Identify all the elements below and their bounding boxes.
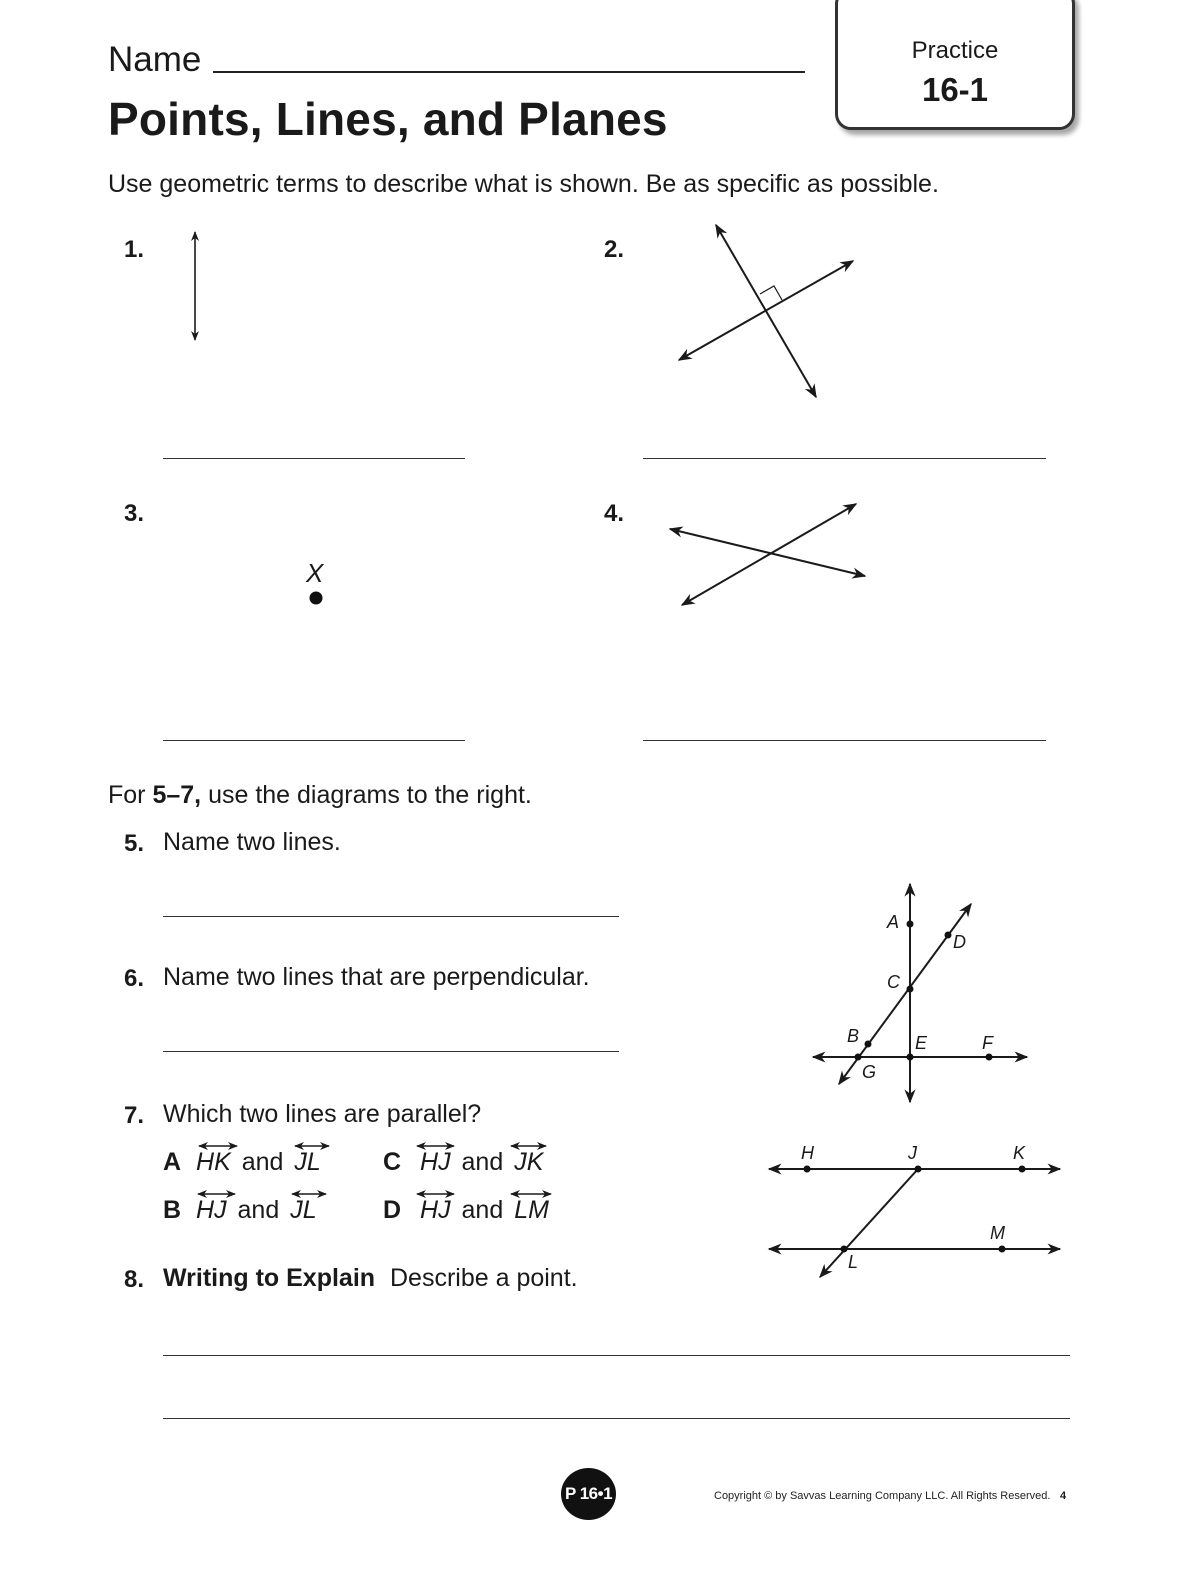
right-angle-marker <box>760 286 782 300</box>
choice-b-letter: B <box>163 1196 182 1224</box>
label-k: K <box>1013 1143 1026 1163</box>
choice-c-line2: JK <box>514 1148 544 1176</box>
choice-a-letter: A <box>163 1148 182 1176</box>
instructions: Use geometric terms to describe what is shown. Be as specific as possible. <box>108 170 939 198</box>
choice-a[interactable] <box>163 1148 321 1177</box>
label-d: D <box>953 932 966 952</box>
label-e: E <box>915 1033 928 1053</box>
choice-c-line1: HJ <box>420 1148 451 1176</box>
choice-d-and: and <box>461 1196 504 1224</box>
choice-b-line1: HJ <box>196 1196 227 1224</box>
question-7-text: Which two lines are parallel? <box>163 1100 482 1128</box>
label-h: H <box>801 1143 814 1163</box>
choice-d-letter: D <box>383 1196 402 1224</box>
question-4-number: 4. <box>604 500 625 527</box>
label-a: A <box>887 912 900 932</box>
question-5-text: Name two lines. <box>163 828 341 856</box>
question-8-number: 8. <box>124 1266 145 1293</box>
question-7-number: 7. <box>124 1102 145 1129</box>
question-8-text <box>163 1264 578 1293</box>
practice-label: Practice <box>911 37 999 64</box>
section-suffix: use the diagrams to the right. <box>201 781 532 809</box>
answer-line-2[interactable] <box>643 458 1046 459</box>
choice-a-line1: HK <box>196 1148 231 1176</box>
question-3-number: 3. <box>124 500 145 527</box>
choice-d-line1: HJ <box>420 1196 451 1224</box>
choice-c-letter: C <box>383 1148 402 1176</box>
label-g: G <box>862 1062 877 1082</box>
section-range: 5–7, <box>152 781 202 809</box>
point-x <box>310 592 323 605</box>
choice-c-and: and <box>461 1148 504 1176</box>
figure-2-perpendicular-lines <box>679 225 853 397</box>
page-badge: P 16•1 <box>561 1468 616 1520</box>
label-l: L <box>848 1252 859 1272</box>
label-c: C <box>887 972 900 992</box>
section-intro <box>108 781 532 810</box>
choice-d-line2: LM <box>514 1196 549 1224</box>
page-title: Points, Lines, and Planes <box>108 93 668 145</box>
answer-line-8b[interactable] <box>163 1418 1070 1419</box>
choice-a-and: and <box>241 1148 284 1176</box>
label-f: F <box>982 1033 993 1053</box>
question-6-number: 6. <box>124 965 145 992</box>
question-8-bold: Writing to Explain <box>163 1264 376 1292</box>
choice-b-line2: JL <box>290 1196 317 1224</box>
answer-line-1[interactable] <box>163 458 465 459</box>
section-prefix: For <box>108 781 153 809</box>
page-number: 4 <box>1060 1490 1067 1502</box>
answer-line-3[interactable] <box>163 740 465 741</box>
question-2-number: 2. <box>604 236 625 263</box>
figure-4-intersecting-lines <box>670 504 865 605</box>
label-b: B <box>847 1026 860 1046</box>
choice-b-and: and <box>237 1196 280 1224</box>
label-m: M <box>990 1223 1005 1243</box>
question-5-number: 5. <box>124 830 145 857</box>
choice-c[interactable] <box>383 1148 543 1177</box>
point-x-label: X <box>306 558 324 588</box>
diagram-b <box>769 1166 1060 1278</box>
answer-line-5[interactable] <box>163 916 619 917</box>
diagram-a <box>813 884 1027 1102</box>
label-j: J <box>908 1143 917 1163</box>
question-6-text: Name two lines that are perpendicular. <box>163 963 590 991</box>
practice-number: 16-1 <box>921 71 989 108</box>
choice-b[interactable] <box>163 1196 317 1225</box>
figure-3-point <box>310 592 323 605</box>
answer-line-8a[interactable] <box>163 1355 1070 1356</box>
answer-line-6[interactable] <box>163 1051 619 1052</box>
choice-d[interactable] <box>383 1196 549 1225</box>
choice-a-line2: JL <box>294 1148 321 1176</box>
copyright: Copyright © by Savvas Learning Company LLC. All Rights Reserved. <box>714 1490 1051 1502</box>
question-1-number: 1. <box>124 236 145 263</box>
question-8-prompt: Describe a point. <box>390 1264 578 1292</box>
name-label: Name <box>108 40 202 79</box>
answer-line-4[interactable] <box>643 740 1046 741</box>
